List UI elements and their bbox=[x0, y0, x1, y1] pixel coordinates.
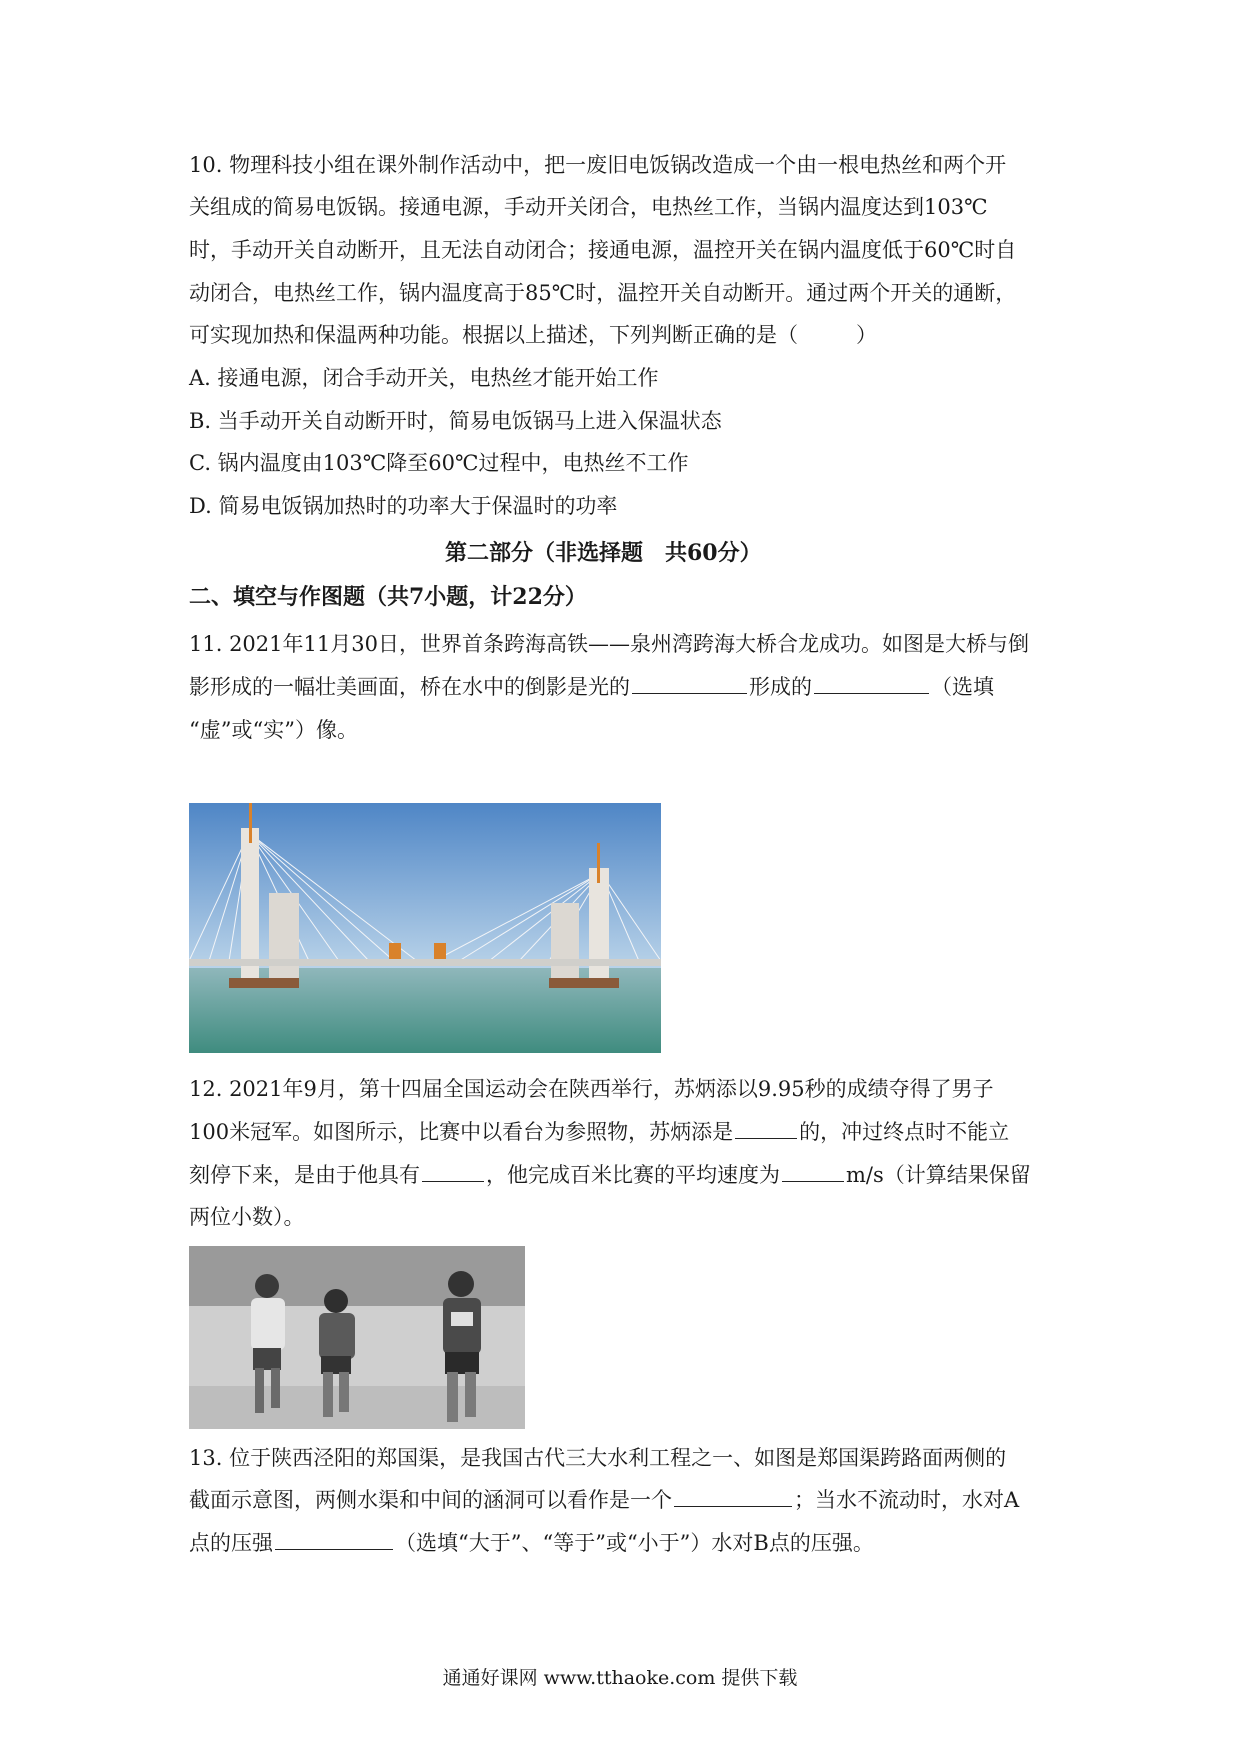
q13-line-3-text-a: 点的压强 bbox=[189, 1531, 273, 1555]
q10-line-5-close: ） bbox=[856, 323, 877, 347]
bridge-photo bbox=[189, 803, 661, 1053]
q10-line-3: 时，手动开关自动断开，且无法自动闭合；接通电源，温控开关在锅内温度低于60℃时自 bbox=[189, 238, 1017, 262]
q12-line-2-text-b: 的，冲过终点时不能立 bbox=[799, 1120, 1010, 1144]
answer-blank[interactable] bbox=[814, 673, 929, 694]
part2-title: 第二部分（非选择题 共60分） bbox=[445, 540, 762, 566]
q10-line-5-text: 可实现加热和保温两种功能。根据以上描述，下列判断正确的是（ bbox=[189, 323, 798, 347]
answer-blank[interactable] bbox=[275, 1529, 393, 1550]
sprinters-photo bbox=[189, 1246, 525, 1429]
q13-line-1: 13. 位于陕西泾阳的郑国渠，是我国古代三大水利工程之一、如图是郑国渠跨路面两侧的 bbox=[189, 1446, 1007, 1470]
q11-line-2-text-c: （选填 bbox=[931, 675, 994, 699]
answer-blank[interactable] bbox=[632, 673, 747, 694]
q12-line-2 bbox=[189, 1118, 1009, 1146]
q10-line-1: 10. 物理科技小组在课外制作活动中，把一废旧电饭锅改造成一个由一根电热丝和两个开 bbox=[189, 153, 1007, 177]
q13-line-2-text-b: ；当水不流动时，水对A bbox=[794, 1488, 1020, 1512]
answer-blank[interactable] bbox=[422, 1161, 484, 1182]
answer-blank[interactable] bbox=[674, 1486, 792, 1507]
q11-line-2-text-b: 形成的 bbox=[749, 675, 812, 699]
q10-line-5 bbox=[189, 321, 877, 349]
q13-line-2-text-a: 截面示意图，两侧水渠和中间的涵洞可以看作是一个 bbox=[189, 1488, 672, 1512]
q12-line-3-text-a: 刻停下来，是由于他具有 bbox=[189, 1163, 420, 1187]
q10-line-4: 动闭合，电热丝工作，锅内温度高于85℃时，温控开关自动断开。通过两个开关的通断， bbox=[189, 281, 1017, 305]
q12-line-3-text-c: m/s（计算结果保留 bbox=[846, 1163, 1031, 1187]
section2-title: 二、填空与作图题（共7小题，计22分） bbox=[189, 584, 587, 610]
q12-line-4: 两位小数）。 bbox=[189, 1205, 305, 1229]
answer-blank[interactable] bbox=[735, 1118, 797, 1139]
q11-line-3: “虚”或“实”）像。 bbox=[189, 718, 358, 742]
q11-line-1: 11. 2021年11月30日，世界首条跨海高铁——泉州湾跨海大桥合龙成功。如图是大桥与倒 bbox=[189, 632, 1029, 656]
q10-option-c: C. 锅内温度由103℃降至60℃过程中，电热丝不工作 bbox=[189, 451, 689, 475]
q13-line-3-text-b: （选填“大于”、“等于”或“小于”）水对B点的压强。 bbox=[395, 1531, 874, 1555]
q10-option-b: B. 当手动开关自动断开时，简易电饭锅马上进入保温状态 bbox=[189, 409, 722, 433]
q13-line-3 bbox=[189, 1529, 874, 1557]
q12-line-1: 12. 2021年9月，第十四届全国运动会在陕西举行，苏炳添以9.95秒的成绩夺得了男子 bbox=[189, 1077, 994, 1101]
answer-blank[interactable] bbox=[782, 1161, 844, 1182]
q10-option-a: A. 接通电源，闭合手动开关，电热丝才能开始工作 bbox=[189, 366, 659, 390]
q11-line-2 bbox=[189, 673, 994, 701]
q12-line-2-text-a: 100米冠军。如图所示，比赛中以看台为参照物，苏炳添是 bbox=[189, 1120, 734, 1144]
q11-line-2-text-a: 影形成的一幅壮美画面，桥在水中的倒影是光的 bbox=[189, 675, 630, 699]
q13-line-2 bbox=[189, 1486, 1019, 1514]
q10-option-d: D. 简易电饭锅加热时的功率大于保温时的功率 bbox=[189, 494, 618, 518]
q12-line-3 bbox=[189, 1161, 1031, 1189]
footer-source: 通通好课网 www.tthaoke.com 提供下载 bbox=[442, 1667, 798, 1689]
q12-line-3-text-b: ，他完成百米比赛的平均速度为 bbox=[486, 1163, 780, 1187]
q10-line-2: 关组成的简易电饭锅。接通电源，手动开关闭合，电热丝工作，当锅内温度达到103℃ bbox=[189, 195, 988, 219]
